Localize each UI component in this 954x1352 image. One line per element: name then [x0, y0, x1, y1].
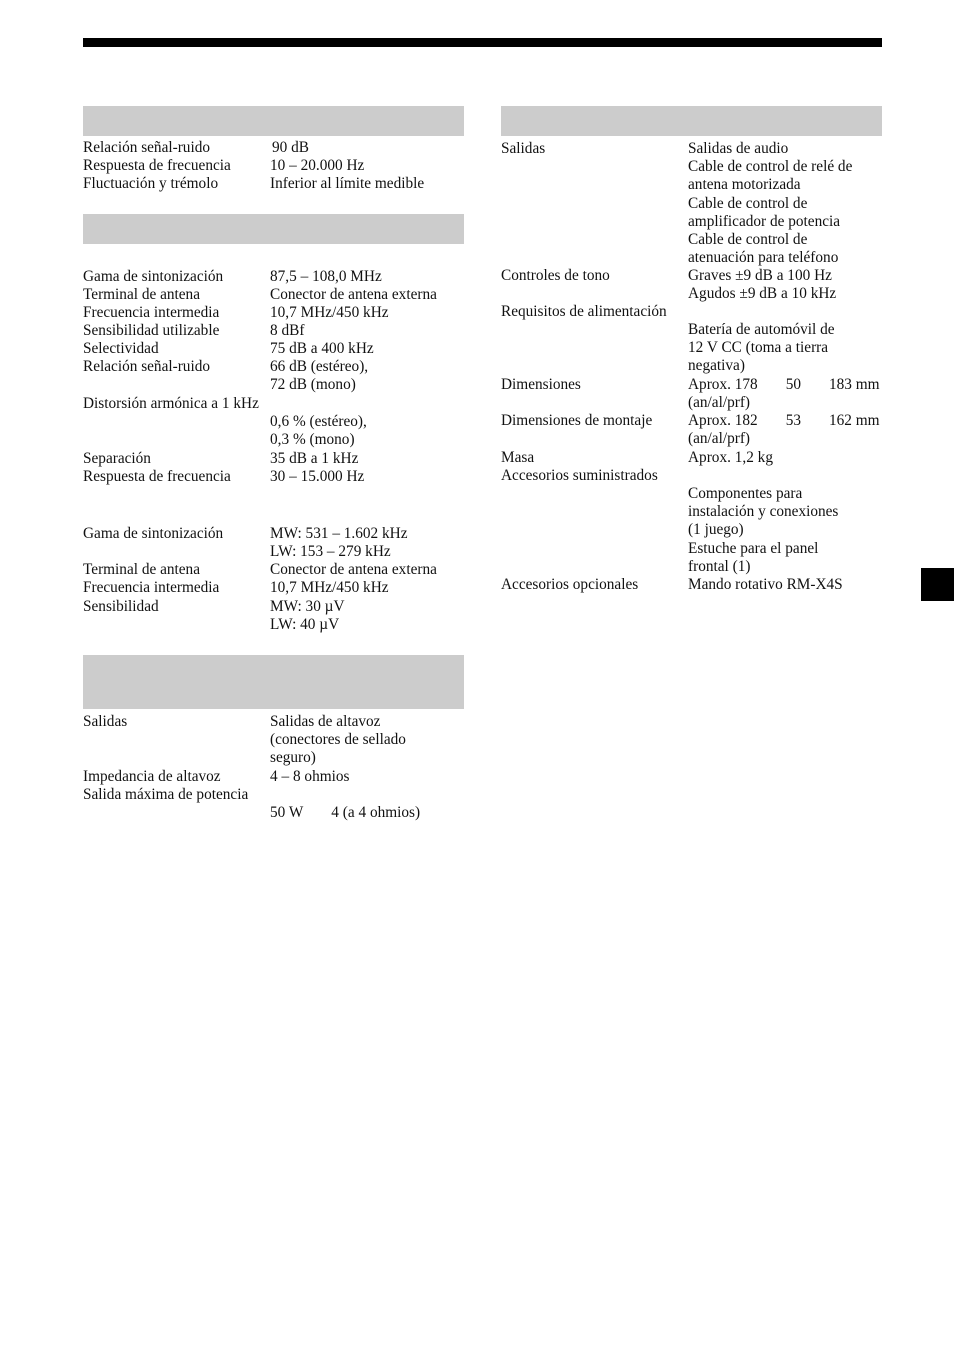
spec-value: Conector de antena externa: [270, 561, 437, 578]
spec-value: (1 juego): [688, 521, 744, 539]
spec-value: 0,6 % (estéreo),: [270, 413, 367, 430]
spec-value: Inferior al límite medible: [270, 175, 425, 192]
spec-value: [270, 804, 420, 822]
section-bar-amplifier: [83, 655, 464, 709]
spec-value: Aprox. 1,2 kg: [688, 449, 773, 466]
spec-label: Fluctuación y trémolo: [83, 175, 219, 192]
spec-label: Requisitos de alimentación: [501, 303, 667, 320]
spec-value: Mando rotativo RM-X4S: [688, 576, 843, 593]
spec-label: Terminal de antena: [83, 561, 200, 578]
spec-value: Graves ±9 dB a 100 Hz: [688, 267, 832, 284]
spec-label: Respuesta de frecuencia: [83, 157, 231, 174]
spec-label: Selectividad: [83, 340, 159, 357]
spec-value: 12 V CC (toma a tierra: [688, 339, 829, 357]
spec-value: Salidas de audio: [688, 140, 789, 157]
spec-label: Relación señal-ruido: [83, 139, 211, 156]
mount-depth: 162 mm: [828, 412, 880, 429]
spec-label: Separación: [83, 450, 151, 467]
spec-value: Batería de automóvil de: [688, 321, 835, 338]
spec-value: [688, 412, 880, 430]
spec-value: [688, 376, 880, 394]
spec-value: antena motorizada: [688, 176, 801, 194]
spec-label: Accesorios suministrados: [501, 467, 658, 484]
spec-label: Salidas: [83, 713, 128, 730]
mount-height: 53: [785, 412, 801, 429]
spec-value: atenuación para teléfono: [688, 249, 839, 267]
spec-label: Controles de tono: [501, 267, 610, 284]
spec-label: Dimensiones de montaje: [501, 412, 653, 429]
spec-value: (conectores de sellado: [270, 731, 406, 749]
power-channels: 4 (a 4 ohmios): [331, 804, 421, 821]
spec-label: Dimensiones: [501, 376, 581, 393]
spec-value: LW: 40 µV: [270, 616, 340, 634]
spec-label: Gama de sintonización: [83, 268, 224, 285]
mount-width: Aprox. 182: [688, 412, 758, 429]
spec-value: 0,3 % (mono): [270, 431, 355, 449]
spec-value: frontal (1): [688, 557, 751, 575]
side-tab: [921, 568, 954, 601]
spec-value: 72 dB (mono): [270, 376, 356, 394]
spec-label: Frecuencia intermedia: [83, 304, 220, 321]
spec-value: Estuche para el panel: [688, 539, 819, 557]
spec-label: Accesorios opcionales: [501, 576, 639, 593]
spec-value: seguro): [270, 749, 316, 767]
spec-label: Sensibilidad: [83, 598, 159, 615]
spec-value: 66 dB (estéreo),: [270, 358, 369, 375]
spec-value: (an/al/prf): [688, 394, 751, 412]
spec-value: 10,7 MHz/450 kHz: [270, 304, 389, 321]
dim-depth: 183 mm: [828, 376, 880, 393]
spec-value: 30 – 15.000 Hz: [270, 468, 365, 485]
spec-label: Relación señal-ruido: [83, 358, 211, 375]
spec-label: Frecuencia intermedia: [83, 579, 220, 596]
spec-value: 75 dB a 400 kHz: [270, 340, 374, 357]
spec-value: 35 dB a 1 kHz: [270, 450, 359, 467]
spec-value: Cable de control de relé de: [688, 158, 853, 176]
spec-value: 8 dBf: [270, 322, 305, 339]
section-bar-tuner: [83, 214, 464, 244]
spec-label: Masa: [501, 449, 535, 466]
spec-label: Sensibilidad utilizable: [83, 322, 220, 339]
spec-value: 10,7 MHz/450 kHz: [270, 579, 389, 596]
spec-value: MW: 531 – 1.602 kHz: [270, 525, 408, 542]
spec-label: Salida máxima de potencia: [83, 786, 249, 803]
spec-value: 87,5 – 108,0 MHz: [270, 268, 382, 285]
spec-value: Salidas de altavoz: [270, 713, 381, 730]
spec-value: Componentes para: [688, 485, 803, 502]
top-rule: [83, 38, 882, 47]
spec-value: Cable de control de: [688, 194, 808, 212]
spec-value: Conector de antena externa: [270, 286, 437, 303]
spec-value: Agudos ±9 dB a 10 kHz: [688, 285, 837, 303]
spec-label: Impedancia de altavoz: [83, 768, 221, 785]
spec-label: Respuesta de frecuencia: [83, 468, 231, 485]
spec-value: MW: 30 µV: [270, 598, 345, 615]
spec-label: Distorsión armónica a 1 kHz: [83, 395, 259, 412]
spec-value: Cable de control de: [688, 231, 808, 249]
spec-label: Terminal de antena: [83, 286, 200, 303]
dim-width: Aprox. 178: [688, 376, 758, 393]
spec-label: Gama de sintonización: [83, 525, 224, 542]
spec-value: (an/al/prf): [688, 430, 751, 448]
section-bar-cassette: [83, 106, 464, 136]
spec-value: negativa): [688, 357, 745, 375]
spec-value: 90 dB: [272, 139, 309, 156]
dim-height: 50: [785, 376, 801, 393]
spec-label: Salidas: [501, 140, 546, 157]
spec-value: amplificador de potencia: [688, 212, 841, 230]
section-bar-general: [501, 106, 882, 136]
spec-value: 4 – 8 ohmios: [270, 768, 350, 785]
power-watts: 50 W: [270, 804, 304, 821]
spec-value: 10 – 20.000 Hz: [270, 157, 365, 174]
spec-value: instalación y conexiones: [688, 503, 839, 521]
spec-value: LW: 153 – 279 kHz: [270, 543, 391, 561]
